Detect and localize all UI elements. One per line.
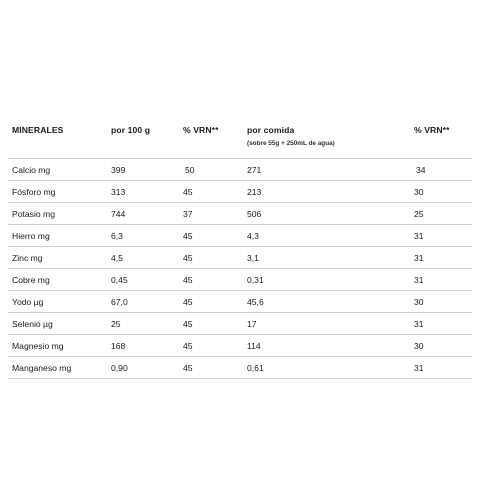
value-vrn-2: 31	[414, 363, 424, 373]
value-vrn-1: 45	[183, 187, 193, 197]
value-per-meal: 17	[247, 319, 257, 329]
value-per-meal: 45,6	[247, 297, 264, 307]
value-vrn-2: 31	[414, 275, 424, 285]
header-por-comida-note: (sobre 55g + 250mL de agua)	[247, 140, 335, 147]
table-row	[8, 203, 472, 225]
value-per-100g: 744	[111, 209, 126, 219]
mineral-name: Manganeso mg	[12, 363, 72, 373]
value-vrn-2: 25	[414, 209, 424, 219]
mineral-name: Hierro mg	[12, 231, 50, 241]
value-vrn-2: 34	[416, 165, 426, 175]
mineral-name: Magnesio mg	[12, 341, 64, 351]
value-vrn-1: 45	[183, 319, 193, 329]
value-per-meal: 3,1	[247, 253, 259, 263]
mineral-name: Yodo µg	[12, 297, 44, 307]
value-per-meal: 114	[247, 341, 261, 351]
table-header	[8, 118, 472, 159]
table-row	[8, 225, 472, 247]
mineral-name: Zinc mg	[12, 253, 43, 263]
table-row	[8, 269, 472, 291]
table-row	[8, 247, 472, 269]
value-per-100g: 399	[111, 165, 126, 175]
mineral-name: Cobre mg	[12, 275, 50, 285]
value-vrn-2: 31	[414, 231, 424, 241]
table-row	[8, 357, 472, 379]
value-vrn-1: 37	[183, 209, 193, 219]
value-vrn-1: 45	[183, 253, 193, 263]
value-per-meal: 0,31	[247, 275, 264, 285]
value-vrn-1: 45	[183, 341, 193, 351]
value-per-100g: 4,5	[111, 253, 123, 263]
minerals-table	[8, 118, 472, 379]
header-minerales: MINERALES	[12, 125, 64, 135]
value-per-meal: 506	[247, 209, 262, 219]
value-vrn-1: 50	[185, 165, 195, 175]
value-per-100g: 0,45	[111, 275, 128, 285]
header-vrn-1: % VRN**	[183, 125, 219, 135]
table-row	[8, 313, 472, 335]
table-row	[8, 181, 472, 203]
header-por-100g: por 100 g	[111, 125, 151, 135]
value-per-meal: 271	[247, 165, 262, 175]
value-per-100g: 0,90	[111, 363, 128, 373]
mineral-name: Calcio mg	[12, 165, 51, 175]
value-vrn-1: 45	[183, 297, 193, 307]
value-per-meal: 4,3	[247, 231, 259, 241]
mineral-name: Selenio µg	[12, 319, 53, 329]
value-vrn-2: 31	[414, 253, 424, 263]
table-row	[8, 335, 472, 357]
value-per-100g: 6,3	[111, 231, 123, 241]
value-vrn-1: 45	[183, 275, 193, 285]
value-vrn-2: 30	[414, 187, 424, 197]
value-vrn-1: 45	[183, 363, 193, 373]
value-vrn-2: 31	[414, 319, 424, 329]
value-per-meal: 0,61	[247, 363, 264, 373]
table-row	[8, 291, 472, 313]
table-row	[8, 159, 472, 181]
value-per-100g: 25	[111, 319, 121, 329]
mineral-name: Potasio mg	[12, 209, 55, 219]
mineral-name: Fósforo mg	[12, 187, 56, 197]
value-per-100g: 313	[111, 187, 126, 197]
header-vrn-2: % VRN**	[414, 125, 450, 135]
value-per-100g: 67,0	[111, 297, 128, 307]
value-vrn-2: 30	[414, 297, 424, 307]
value-per-100g: 168	[111, 341, 126, 351]
value-vrn-1: 45	[183, 231, 193, 241]
value-per-meal: 213	[247, 187, 262, 197]
header-por-comida: por comida	[247, 125, 295, 135]
value-vrn-2: 30	[414, 341, 424, 351]
